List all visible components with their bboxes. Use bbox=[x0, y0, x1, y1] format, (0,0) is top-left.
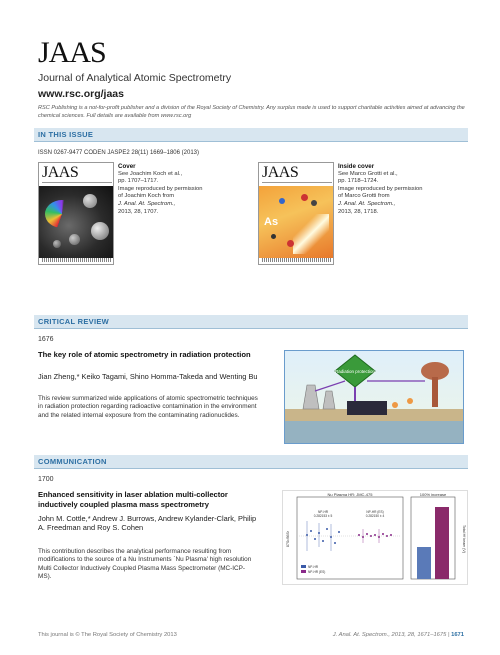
cover-rule bbox=[42, 182, 112, 183]
cover-heading: Cover bbox=[118, 163, 136, 170]
section-title: COMMUNICATION bbox=[38, 457, 107, 466]
article-authors: Jian Zheng,* Keiko Tagami, Shino Homma-Takeda and Wenting Bu bbox=[38, 372, 258, 381]
page-number: 1671 bbox=[451, 632, 464, 638]
cooling-tower-icon bbox=[303, 385, 319, 409]
molecule-atom bbox=[287, 240, 294, 247]
particle-graphic bbox=[91, 222, 109, 240]
cover-caption-line: of Joachim Koch from bbox=[118, 193, 175, 200]
cover-caption bbox=[118, 163, 218, 216]
molecule-atom bbox=[311, 200, 317, 206]
cover-caption-line: See Marco Grotti et al., bbox=[338, 170, 398, 177]
cover-artwork bbox=[39, 186, 113, 258]
section-bar-critical-review bbox=[34, 315, 468, 329]
mushroom-cloud-stem bbox=[432, 377, 438, 407]
legend-label-b: NP-HR (ES) bbox=[308, 570, 326, 574]
series-a-value: 0.282153 ± 5 bbox=[313, 514, 333, 518]
arsenic-symbol: As bbox=[264, 216, 279, 228]
cover-rule bbox=[262, 182, 332, 183]
instrument-box bbox=[347, 401, 387, 415]
journal-name: Journal of Analytical Atomic Spectrometry bbox=[38, 72, 232, 84]
left-plot-title: Nu Plasma HR: JMC-475 bbox=[327, 492, 373, 497]
right-plot-title: 100% increase bbox=[419, 492, 447, 497]
section-bar-in-this-issue bbox=[34, 128, 468, 142]
article-title[interactable]: Enhanced sensitivity in laser ablation multi-collector inductively coupled plasma mass spectrometry bbox=[38, 490, 228, 509]
inside-cover-caption bbox=[338, 163, 438, 216]
cover-caption-line: J. Anal. At. Spectrom., bbox=[118, 200, 176, 207]
toc-graphic-mc-icp-ms bbox=[282, 490, 468, 585]
article-authors: John M. Cottle,* Andrew J. Burrows, Andrew Kylander-Clark, Philip A. Freedman and Roy S. Cohen bbox=[38, 514, 257, 533]
cooling-tower-icon bbox=[323, 391, 335, 409]
issn-line: ISSN 0267-9477 CODEN JASPE2 28(11) 1669–1806 (2013) bbox=[38, 150, 199, 156]
molecule-atom bbox=[271, 234, 276, 239]
particle-graphic bbox=[83, 194, 97, 208]
cover-logo: JAAS bbox=[262, 164, 299, 181]
molecule-atom bbox=[301, 194, 308, 201]
radiation-marker bbox=[407, 398, 413, 404]
citation-text: J. Anal. At. Spectrom., 2013, 28, 1671–1675 | bbox=[332, 632, 450, 638]
spectrum-fan-graphic bbox=[45, 200, 79, 228]
series-a-label: NP-HR bbox=[317, 510, 329, 514]
legend-swatch-b bbox=[301, 570, 306, 573]
cover-caption-line: Image reproduced by permission bbox=[118, 185, 203, 192]
cover-caption-line: Image reproduced by permission bbox=[338, 185, 423, 192]
particle-graphic bbox=[69, 234, 80, 245]
light-beam-graphic bbox=[293, 214, 329, 254]
legend-swatch-a bbox=[301, 565, 306, 568]
cover-caption-line: 2013, 28, 1718. bbox=[338, 208, 379, 215]
cover-artwork bbox=[259, 186, 333, 258]
molecule-atom bbox=[279, 198, 285, 204]
particle-graphic bbox=[53, 240, 61, 248]
cover-image[interactable] bbox=[38, 162, 114, 265]
cover-caption-line: J. Anal. At. Spectrom., bbox=[338, 200, 396, 207]
left-plot-ylabel: 87Sr/86Sr bbox=[286, 530, 290, 548]
cover-caption-line: See Joachim Koch et al., bbox=[118, 170, 183, 177]
journal-url[interactable]: www.rsc.org/jaas bbox=[38, 88, 124, 100]
article-abstract: This review summarized wide applications of atomic spectrometric techniques in radiation protection regarding radioactive contamination in the environment and the related internal exposure from the contaminating radionuclides. bbox=[38, 395, 258, 419]
inside-cover-image[interactable] bbox=[258, 162, 334, 265]
article-title[interactable]: The key role of atomic spectrometry in radiation protection bbox=[38, 350, 251, 359]
section-title: IN THIS ISSUE bbox=[38, 130, 94, 139]
article-abstract: This contribution describes the analytical performance resulting from modifications to the source of a Nu Instruments `Nu Plasma' high resolution Multi Collector Inductively Coupled Plasma Mass Spectrometer (MC-ICP-MS). bbox=[38, 548, 252, 581]
diamond-label: Radiation protection bbox=[334, 369, 376, 374]
radiation-marker bbox=[392, 402, 398, 408]
bar-np-hr bbox=[417, 547, 431, 579]
barcode bbox=[262, 258, 332, 262]
cover-caption-line: pp. 1718–1724. bbox=[338, 178, 379, 185]
article-page-number: 1700 bbox=[38, 476, 54, 483]
arrow-line bbox=[315, 381, 345, 391]
water-layer bbox=[285, 421, 464, 444]
toc-graphic-radiation bbox=[284, 350, 464, 444]
legend-label-a: NP-HR bbox=[308, 565, 319, 569]
copyright-line: This journal is © The Royal Society of Chemistry 2013 bbox=[38, 632, 177, 638]
right-plot-ylabel: Total Hf beam (V) bbox=[462, 525, 466, 553]
journal-logo: JAAS bbox=[38, 36, 106, 69]
comparison-plots bbox=[283, 491, 468, 585]
section-bar-communication bbox=[34, 455, 468, 469]
series-b-label: NP-HR (ES) bbox=[366, 510, 384, 514]
bar-np-hr-es bbox=[435, 507, 449, 579]
section-title: CRITICAL REVIEW bbox=[38, 317, 110, 326]
cover-heading: Inside cover bbox=[338, 163, 375, 170]
cover-caption-line: pp. 1707–1717. bbox=[118, 178, 159, 185]
radiation-diagram bbox=[285, 351, 464, 444]
publisher-note: RSC Publishing is a not-for-profit publisher and a division of the Royal Society of Chemistry. Any surplus made is used to support charitable activities aimed at advancing the chemical sciences. Full details are available from www.rsc.org bbox=[38, 105, 465, 119]
cover-caption-line: of Marco Grotti from bbox=[338, 193, 390, 200]
series-b-value: 0.282150 ± 4 bbox=[365, 514, 385, 518]
barcode bbox=[42, 258, 112, 262]
citation-line bbox=[333, 632, 464, 638]
article-page-number: 1676 bbox=[38, 336, 54, 343]
cover-caption-line: 2013, 28, 1707. bbox=[118, 208, 159, 215]
cover-logo: JAAS bbox=[42, 164, 79, 181]
